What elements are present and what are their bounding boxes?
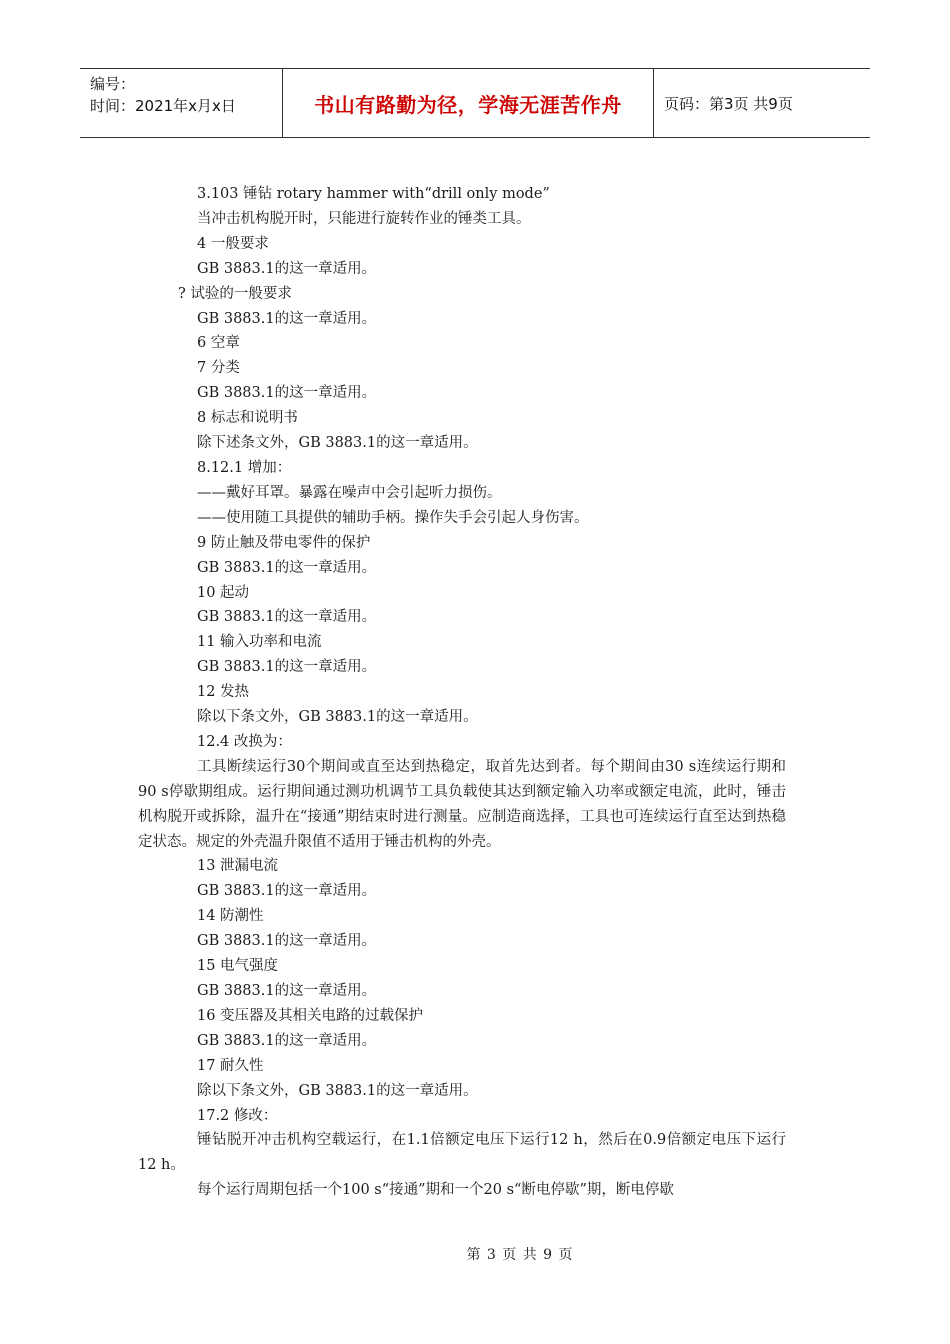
- section-heading: 7 分类: [197, 360, 240, 377]
- text-line: GB 3883.1的这一章适用。: [197, 310, 377, 327]
- text-line: GB 3883.1的这一章适用。: [197, 385, 377, 402]
- subsection-heading: 12.4 改换为：: [197, 733, 292, 750]
- text-line: GB 3883.1的这一章适用。: [197, 883, 377, 900]
- section-heading: 9 防止触及带电零件的保护: [197, 534, 371, 551]
- page-header: [80, 68, 870, 138]
- header-motto: 书山有路勤为径，学海无涯苦作舟: [282, 69, 654, 137]
- paragraph: 锤钻脱开冲击机构空载运行，在1.1倍额定电压下运行12 h，然后在0.9倍额定电压下运行12 h。: [138, 1132, 786, 1174]
- text-line: GB 3883.1的这一章适用。: [197, 659, 377, 676]
- section-heading: ? 试验的一般要求: [178, 285, 292, 302]
- text-line: GB 3883.1的这一章适用。: [197, 983, 377, 999]
- text-line: 除以下条文外，GB 3883.1的这一章适用。: [197, 1082, 478, 1099]
- text-line: 除下述条文外，GB 3883.1的这一章适用。: [197, 435, 478, 452]
- text-line: 除以下条文外，GB 3883.1的这一章适用。: [197, 709, 478, 726]
- section-heading: 13 泄漏电流: [197, 858, 279, 875]
- text-line: ——使用随工具提供的辅助手柄。操作失手会引起人身伤害。: [197, 509, 589, 526]
- section-heading: 8 标志和说明书: [197, 410, 298, 427]
- section-heading: 11 输入功率和电流: [197, 634, 322, 651]
- text-line: GB 3883.1的这一章适用。: [197, 559, 377, 576]
- subsection-heading: 17.2 修改：: [197, 1107, 278, 1124]
- document-body: [138, 182, 786, 1203]
- paragraph: 每个运行周期包括一个100 s“接通”期和一个20 s“断电停歇”期，断电停歇: [197, 1182, 674, 1199]
- header-page-info: 页码：第3页 共9页: [664, 94, 793, 113]
- header-meta: [80, 69, 282, 137]
- section-heading: 12 发热: [197, 684, 250, 701]
- section-heading: 4 一般要求: [197, 235, 269, 252]
- section-heading: 17 耐久性: [197, 1057, 264, 1074]
- serial-label: 编号：: [90, 75, 136, 93]
- page-footer: 第 3 页 共 9 页: [466, 1247, 574, 1263]
- text-line: GB 3883.1的这一章适用。: [197, 260, 377, 277]
- text-line: GB 3883.1的这一章适用。: [197, 1032, 377, 1049]
- section-heading: 6 空章: [197, 335, 240, 352]
- text-line: 当冲击机构脱开时，只能进行旋转作业的锤类工具。: [197, 210, 531, 227]
- subsection-heading: 8.12.1 增加：: [197, 459, 292, 476]
- text-line: GB 3883.1的这一章适用。: [197, 609, 377, 626]
- time-label: 时间：2021年x月x日: [90, 97, 236, 115]
- section-heading: 15 电气强度: [197, 958, 279, 975]
- text-line: ——戴好耳罩。暴露在噪声中会引起听力损伤。: [197, 484, 502, 501]
- text-line: 3.103 锤钻 rotary hammer with“drill only mode”: [197, 186, 550, 202]
- paragraph: 工具断续运行30个期间或直至达到热稳定，取首先达到者。每个期间由30 s连续运行期和90 s停歇期组成。运行期间通过测功机调节工具负载使其达到额定输入功率或额定电流，此时，锤击机构脱开或拆除，温升在“接通”期结束时进行测量。应制造商选择，工具也可连续运行直至达到热稳定状态。规定的外壳温升限值不适用于锤击机构的外壳。: [138, 758, 786, 850]
- section-heading: 16 变压器及其相关电路的过载保护: [197, 1007, 424, 1024]
- text-line: GB 3883.1的这一章适用。: [197, 933, 377, 950]
- section-heading: 14 防潮性: [197, 908, 264, 925]
- section-heading: 10 起动: [197, 584, 250, 601]
